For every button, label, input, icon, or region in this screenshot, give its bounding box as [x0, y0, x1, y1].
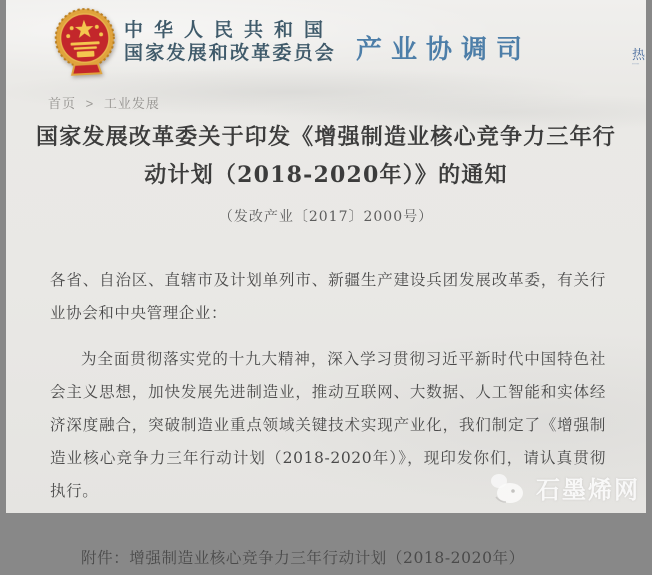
document-body	[50, 264, 606, 575]
edge-widget-subtext: ┄┄	[632, 62, 640, 69]
graphene-site-mascot-icon	[486, 467, 530, 507]
document-title: 国家发展改革委关于印发《增强制造业核心竞争力三年行动计划（2018-2020年）》的通知	[35, 124, 616, 188]
edge-widget-hot[interactable]	[632, 48, 652, 69]
edge-widget-label: 热	[632, 47, 646, 62]
main-paragraph: 为全面贯彻落实党的十九大精神，深入学习贯彻习近平新时代中国特色社会主义思想，加快发展先进制造业，推动互联网、大数据、人工智能和实体经济深度融合，突破制造业重点领域关键技术实现产业化，我们制定了《增强制造业核心竞争力三年行动计划（2018-2020年）》，现印发你们，请认真贯彻执行。	[50, 350, 606, 500]
breadcrumb-section-link[interactable]: 工业发展	[103, 96, 160, 111]
site-watermark	[486, 467, 640, 507]
attachment-line: 附件：增强制造业核心竞争力三年行动计划（2018-2020年）	[81, 549, 525, 567]
china-national-emblem-icon	[52, 4, 118, 79]
watermark-text: 石墨烯网	[536, 476, 640, 504]
breadcrumb	[48, 93, 160, 112]
org-name-line2: 国家发展和改革委员会	[124, 43, 337, 64]
document-number: （发改产业〔2017〕2000号）	[218, 209, 434, 225]
breadcrumb-home-link[interactable]: 首页	[48, 96, 77, 111]
page	[6, 0, 646, 567]
breadcrumb-separator: >	[85, 96, 95, 111]
department-name: 产业协调司	[356, 34, 532, 64]
org-name-line1: 中华人民共和国	[124, 20, 335, 41]
site-header	[6, 0, 646, 86]
org-name-block	[124, 21, 336, 63]
salutation-paragraph: 各省、自治区、直辖市及计划单列市、新疆生产建设兵团发展改革委，有关行业协会和中央管理企业：	[50, 271, 606, 322]
